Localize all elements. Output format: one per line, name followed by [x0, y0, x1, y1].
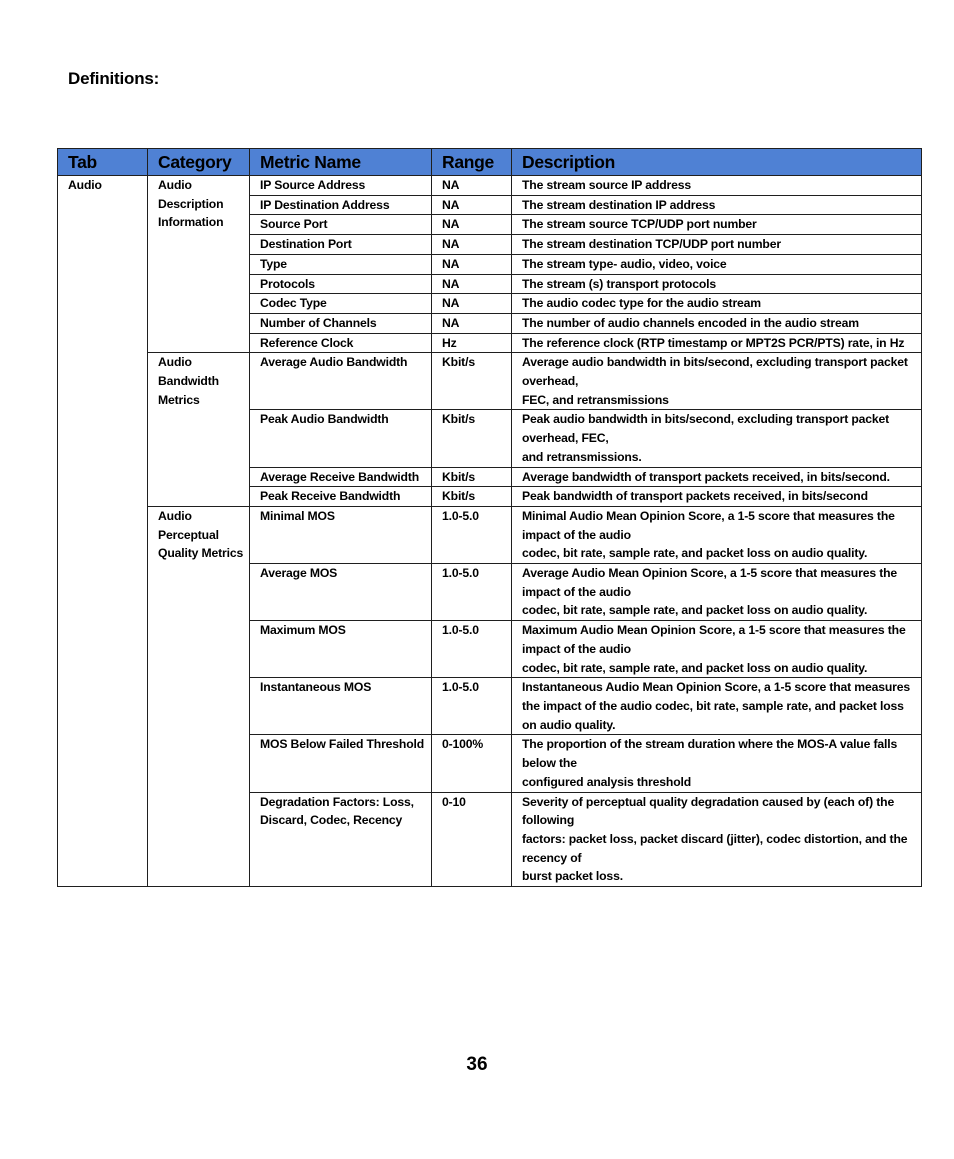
description-text: Peak bandwidth of transport packets received, in bits/second	[522, 489, 868, 504]
metric-name-cell: Average MOS	[250, 564, 432, 621]
description-text: FEC, and retransmissions	[522, 392, 669, 407]
category-cell: Audio Bandwidth Metrics	[148, 353, 250, 507]
metric-name-cell: Instantaneous MOS	[250, 678, 432, 735]
description-text: The proportion of the stream duration where the MOS-A value falls below the	[522, 737, 898, 771]
description-cell	[512, 792, 922, 887]
metric-name-cell: Source Port	[250, 215, 432, 235]
range-cell: Hz	[432, 333, 512, 353]
metric-name-cell: IP Source Address	[250, 176, 432, 196]
range-cell: NA	[432, 215, 512, 235]
column-header-metric-name: Metric Name	[250, 149, 432, 176]
page-heading: Definitions:	[68, 69, 160, 88]
range-cell: 0-10	[432, 792, 512, 887]
range-cell: NA	[432, 254, 512, 274]
range-cell: 1.0-5.0	[432, 506, 512, 563]
description-cell	[512, 313, 922, 333]
description-cell	[512, 176, 922, 196]
metric-name-cell: Minimal MOS	[250, 506, 432, 563]
column-header-category: Category	[148, 149, 250, 176]
range-cell: 1.0-5.0	[432, 621, 512, 678]
description-text: burst packet loss.	[522, 869, 623, 884]
description-text: codec, bit rate, sample rate, and packet loss on audio quality.	[522, 603, 868, 618]
range-cell: NA	[432, 195, 512, 215]
description-cell	[512, 215, 922, 235]
description-text: Peak audio bandwidth in bits/second, excluding transport packet overhead, FEC,	[522, 412, 890, 446]
metric-name-cell: Protocols	[250, 274, 432, 294]
range-cell: NA	[432, 294, 512, 314]
range-cell: Kbit/s	[432, 487, 512, 507]
description-cell	[512, 487, 922, 507]
description-text: Average Audio Mean Opinion Score, a 1-5 score that measures the impact of the audio	[522, 566, 898, 599]
column-header-description: Description	[512, 149, 922, 176]
range-cell: 1.0-5.0	[432, 564, 512, 621]
metric-name-cell: Codec Type	[250, 294, 432, 314]
table-row	[58, 506, 922, 563]
description-cell	[512, 506, 922, 563]
description-text: codec, bit rate, sample rate, and packet loss on audio quality.	[522, 660, 868, 675]
description-cell	[512, 410, 922, 467]
description-cell	[512, 333, 922, 353]
table-header-row	[58, 149, 922, 176]
description-text: The stream (s) transport protocols	[522, 276, 716, 291]
category-cell: Audio Description Information	[148, 176, 250, 353]
description-text: configured analysis threshold	[522, 774, 692, 789]
metric-name-cell: Peak Receive Bandwidth	[250, 487, 432, 507]
description-text: codec, bit rate, sample rate, and packet loss on audio quality.	[522, 546, 868, 561]
description-text: Minimal Audio Mean Opinion Score, a 1-5 score that measures the impact of the audio	[522, 508, 895, 542]
description-cell	[512, 678, 922, 735]
metric-name-cell: IP Destination Address	[250, 195, 432, 215]
range-cell: 0-100%	[432, 735, 512, 792]
description-text: Maximum Audio Mean Opinion Score, a 1-5 score that measures the impact of the audio	[522, 623, 906, 656]
description-text: The reference clock (RTP timestamp or MPT2S PCR/PTS) rate, in Hz	[522, 335, 905, 350]
range-cell: NA	[432, 313, 512, 333]
table-body	[58, 176, 922, 887]
description-cell	[512, 621, 922, 678]
range-cell: 1.0-5.0	[432, 678, 512, 735]
table-row	[58, 176, 922, 196]
metric-name-cell: Destination Port	[250, 235, 432, 255]
category-cell: Audio Perceptual Quality Metrics	[148, 506, 250, 886]
tab-cell: Audio	[58, 176, 148, 887]
table-row	[58, 353, 922, 410]
description-text: The stream source IP address	[522, 178, 691, 192]
description-cell	[512, 254, 922, 274]
description-cell	[512, 353, 922, 410]
metric-name-cell: Average Audio Bandwidth	[250, 353, 432, 410]
column-header-range: Range	[432, 149, 512, 176]
description-cell	[512, 564, 922, 621]
description-text: The stream destination TCP/UDP port number	[522, 237, 781, 252]
description-cell	[512, 274, 922, 294]
description-text: The audio codec type for the audio stream	[522, 296, 761, 311]
page-number: 36	[466, 1054, 488, 1075]
description-cell	[512, 195, 922, 215]
metric-name-cell: Degradation Factors: Loss, Discard, Codec, Recency	[250, 792, 432, 887]
description-text: Average bandwidth of transport packets received, in bits/second.	[522, 469, 890, 484]
definitions-table	[57, 148, 922, 887]
description-text: factors: packet loss, packet discard (jitter), codec distortion, and the recency of	[522, 831, 908, 865]
description-cell	[512, 294, 922, 314]
column-header-tab: Tab	[58, 149, 148, 176]
description-text: and retransmissions.	[522, 449, 642, 464]
description-text: Average audio bandwidth in bits/second, excluding transport packet overhead,	[522, 355, 908, 389]
range-cell: Kbit/s	[432, 353, 512, 410]
range-cell: NA	[432, 176, 512, 196]
metric-name-cell: Number of Channels	[250, 313, 432, 333]
metric-name-cell: Maximum MOS	[250, 621, 432, 678]
description-text: Severity of perceptual quality degradation caused by (each of) the following	[522, 794, 895, 828]
metric-name-cell: Average Receive Bandwidth	[250, 467, 432, 487]
range-cell: Kbit/s	[432, 410, 512, 467]
range-cell: NA	[432, 235, 512, 255]
metric-name-cell: Type	[250, 254, 432, 274]
range-cell: Kbit/s	[432, 467, 512, 487]
description-text: The stream source TCP/UDP port number	[522, 217, 757, 232]
description-cell	[512, 235, 922, 255]
description-text: The number of audio channels encoded in the audio stream	[522, 315, 859, 330]
description-text: The stream destination IP address	[522, 197, 716, 212]
description-cell	[512, 467, 922, 487]
metric-name-cell: Reference Clock	[250, 333, 432, 353]
description-text: The stream type- audio, video, voice	[522, 256, 727, 271]
metric-name-cell: MOS Below Failed Threshold	[250, 735, 432, 792]
range-cell: NA	[432, 274, 512, 294]
metric-name-cell: Peak Audio Bandwidth	[250, 410, 432, 467]
description-text: Instantaneous Audio Mean Opinion Score, a 1-5 score that measures the impact of the audio codec, bit rate, sample rate, and packet loss on audio quality.	[522, 680, 911, 732]
description-cell	[512, 735, 922, 792]
